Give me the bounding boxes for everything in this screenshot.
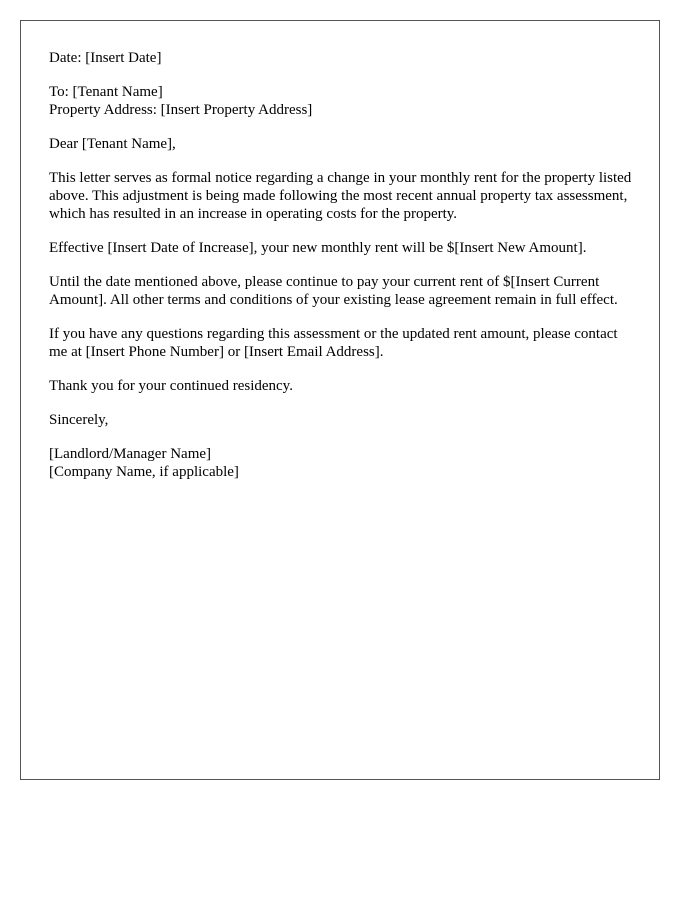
letter-body — [49, 49, 635, 497]
signature-block — [49, 445, 635, 481]
letter-page — [20, 20, 660, 780]
property-address-line: Property Address: [Insert Property Address] — [49, 102, 313, 118]
notice-paragraph: This letter serves as formal notice regarding a change in your monthly rent for the property listed above. This adjustment is being made following the most recent annual property tax assessment, which has resulted in an increase in operating costs for the property. — [49, 170, 632, 222]
thank-you-paragraph: Thank you for your continued residency. — [49, 378, 293, 394]
current-rent-paragraph: Until the date mentioned above, please continue to pay your current rent of $[Insert Current Amount]. All other terms and conditions of your existing lease agreement remain in full effect. — [49, 274, 618, 308]
salutation: Dear [Tenant Name], — [49, 136, 176, 152]
contact-paragraph: If you have any questions regarding this assessment or the updated rent amount, please contact me at [Insert Phone Number] or [Insert Email Address]. — [49, 326, 618, 360]
signature-name: [Landlord/Manager Name] — [49, 446, 212, 462]
date-line: Date: [Insert Date] — [49, 50, 162, 66]
to-line: To: [Tenant Name] — [49, 84, 163, 100]
closing: Sincerely, — [49, 412, 109, 428]
signature-company: [Company Name, if applicable] — [49, 464, 239, 480]
effective-date-paragraph: Effective [Insert Date of Increase], your new monthly rent will be $[Insert New Amount]. — [49, 240, 587, 256]
recipient-block — [49, 83, 635, 119]
